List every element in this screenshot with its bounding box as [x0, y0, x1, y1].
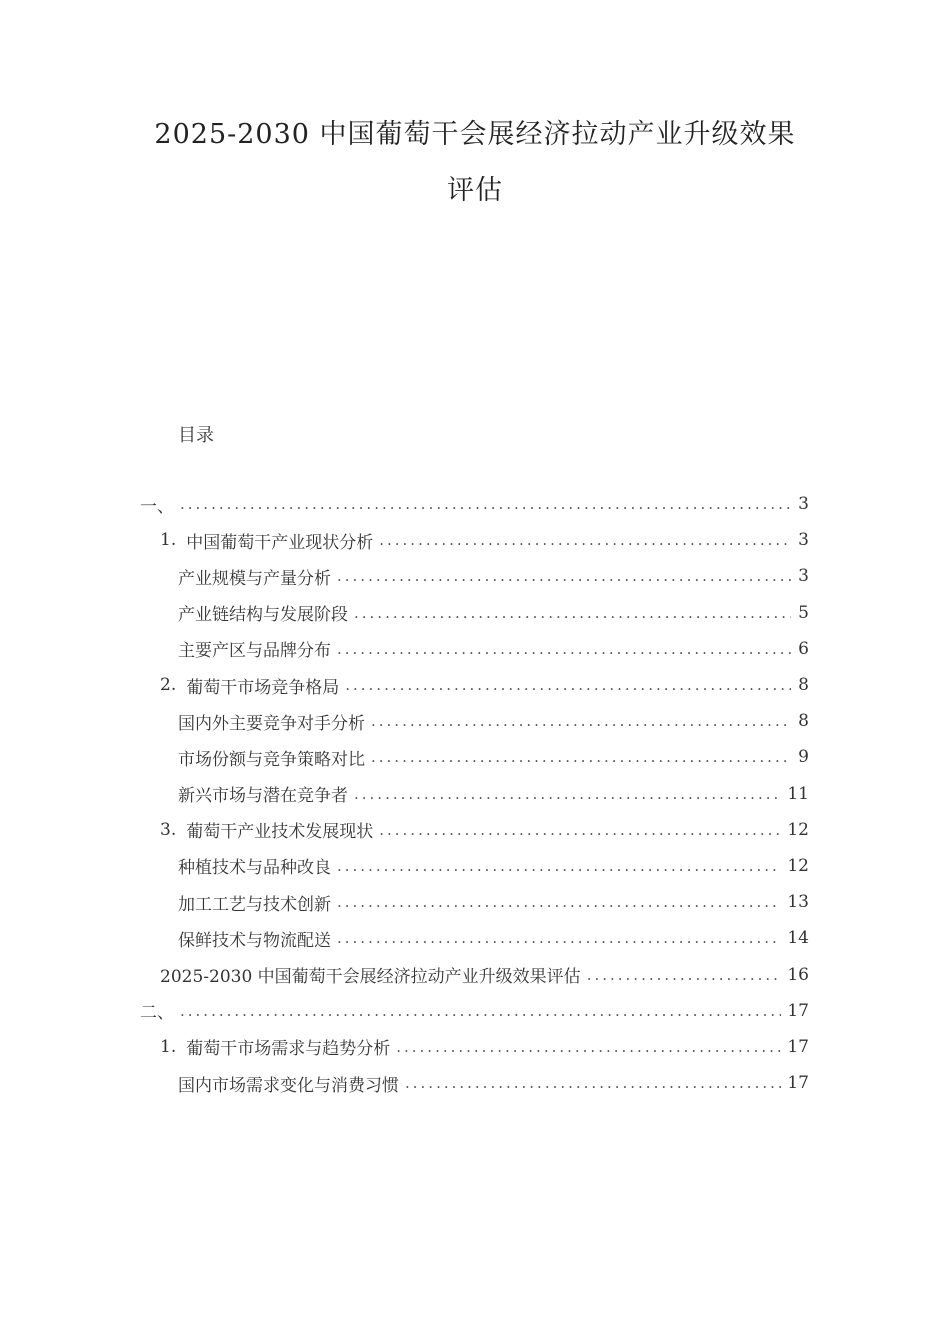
- toc-entry[interactable]: [0, 884, 950, 920]
- toc-entry[interactable]: [0, 848, 950, 884]
- toc-dot-leader: [337, 640, 791, 658]
- toc-dot-leader: [180, 1002, 781, 1020]
- toc-entry-title: 葡萄干市场竞争格局: [186, 677, 340, 698]
- toc-entry-page-number: 17: [787, 1000, 809, 1021]
- toc-entry-title: 保鲜技术与物流配送: [178, 930, 331, 951]
- document-title-line-1: 2025-2030 中国葡萄干会展经济拉动产业升级效果: [154, 119, 796, 150]
- table-of-contents: [0, 486, 950, 1101]
- toc-dot-leader: [396, 1038, 781, 1056]
- toc-heading: 目录: [178, 425, 214, 446]
- toc-entry[interactable]: [0, 667, 950, 703]
- toc-entry-title: 中国葡萄干产业现状分析: [186, 532, 374, 553]
- toc-entry-page-number: 3: [798, 494, 809, 515]
- toc-entry-page-number: 17: [787, 1073, 809, 1094]
- toc-entry-page-number: 6: [798, 638, 809, 659]
- toc-entry-title: 二、: [140, 1003, 174, 1024]
- toc-dot-leader: [345, 676, 791, 694]
- toc-entry-title: 种植技术与品种改良: [178, 858, 331, 879]
- toc-dot-leader: [354, 604, 791, 622]
- toc-entry-page-number: 5: [798, 602, 809, 623]
- document-title-line-2: 评估: [447, 175, 503, 206]
- toc-entry[interactable]: [0, 1029, 950, 1065]
- toc-dot-leader: [405, 1074, 781, 1092]
- toc-entry-page-number: 9: [798, 747, 809, 768]
- toc-entry-title: 市场份额与竞争策略对比: [178, 749, 365, 770]
- toc-entry-page-number: 3: [798, 530, 809, 551]
- toc-dot-leader: [337, 567, 791, 585]
- toc-entry-page-number: 8: [798, 711, 809, 732]
- toc-entry[interactable]: [0, 1065, 950, 1101]
- toc-entry-title: 主要产区与品牌分布: [178, 641, 331, 662]
- toc-dot-leader: [587, 966, 782, 984]
- toc-entry-page-number: 17: [787, 1036, 809, 1057]
- toc-entry-number: 1.: [160, 530, 177, 551]
- toc-dot-leader: [180, 495, 791, 513]
- toc-dot-leader: [371, 748, 791, 766]
- toc-dot-leader: [337, 893, 781, 911]
- toc-entry[interactable]: [0, 631, 950, 667]
- toc-entry-page-number: 16: [787, 964, 809, 985]
- toc-entry-page-number: 12: [787, 855, 809, 876]
- toc-entry-title: 2025-2030 中国葡萄干会展经济拉动产业升级效果评估: [160, 967, 581, 988]
- toc-entry[interactable]: [0, 812, 950, 848]
- toc-dot-leader: [337, 857, 781, 875]
- toc-entry[interactable]: [0, 703, 950, 739]
- toc-entry-number: 1.: [160, 1036, 177, 1057]
- toc-dot-leader: [371, 712, 791, 730]
- toc-entry-page-number: 12: [787, 819, 809, 840]
- toc-entry-page-number: 13: [787, 892, 809, 913]
- toc-entry[interactable]: [0, 486, 950, 522]
- toc-entry-title: 加工工艺与技术创新: [178, 894, 331, 915]
- toc-dot-leader: [337, 929, 781, 947]
- toc-entry-number: 3.: [160, 819, 177, 840]
- toc-entry-title: 新兴市场与潜在竞争者: [178, 786, 348, 807]
- toc-entry-page-number: 14: [787, 928, 809, 949]
- toc-entry-page-number: 8: [798, 675, 809, 696]
- toc-entry-number: 2.: [160, 675, 177, 696]
- toc-entry[interactable]: [0, 558, 950, 594]
- toc-entry-page-number: 3: [798, 566, 809, 587]
- toc-entry-title: 国内外主要竞争对手分析: [178, 713, 365, 734]
- toc-entry[interactable]: [0, 595, 950, 631]
- toc-entry-page-number: 11: [787, 783, 809, 804]
- toc-entry[interactable]: [0, 776, 950, 812]
- toc-entry-title: 葡萄干市场需求与趋势分析: [186, 1039, 391, 1060]
- toc-entry[interactable]: [0, 920, 950, 956]
- toc-dot-leader: [379, 821, 781, 839]
- toc-entry[interactable]: [0, 993, 950, 1029]
- toc-entry-title: 一、: [140, 496, 174, 517]
- toc-dot-leader: [354, 785, 781, 803]
- toc-entry[interactable]: [0, 739, 950, 775]
- toc-dot-leader: [379, 531, 791, 549]
- toc-entry[interactable]: [0, 522, 950, 558]
- toc-entry-title: 葡萄干产业技术发展现状: [186, 822, 374, 843]
- toc-entry-title: 产业链结构与发展阶段: [178, 605, 348, 626]
- toc-entry-title: 产业规模与产量分析: [178, 568, 331, 589]
- toc-entry-title: 国内市场需求变化与消费习惯: [178, 1075, 399, 1096]
- toc-entry[interactable]: [0, 956, 950, 992]
